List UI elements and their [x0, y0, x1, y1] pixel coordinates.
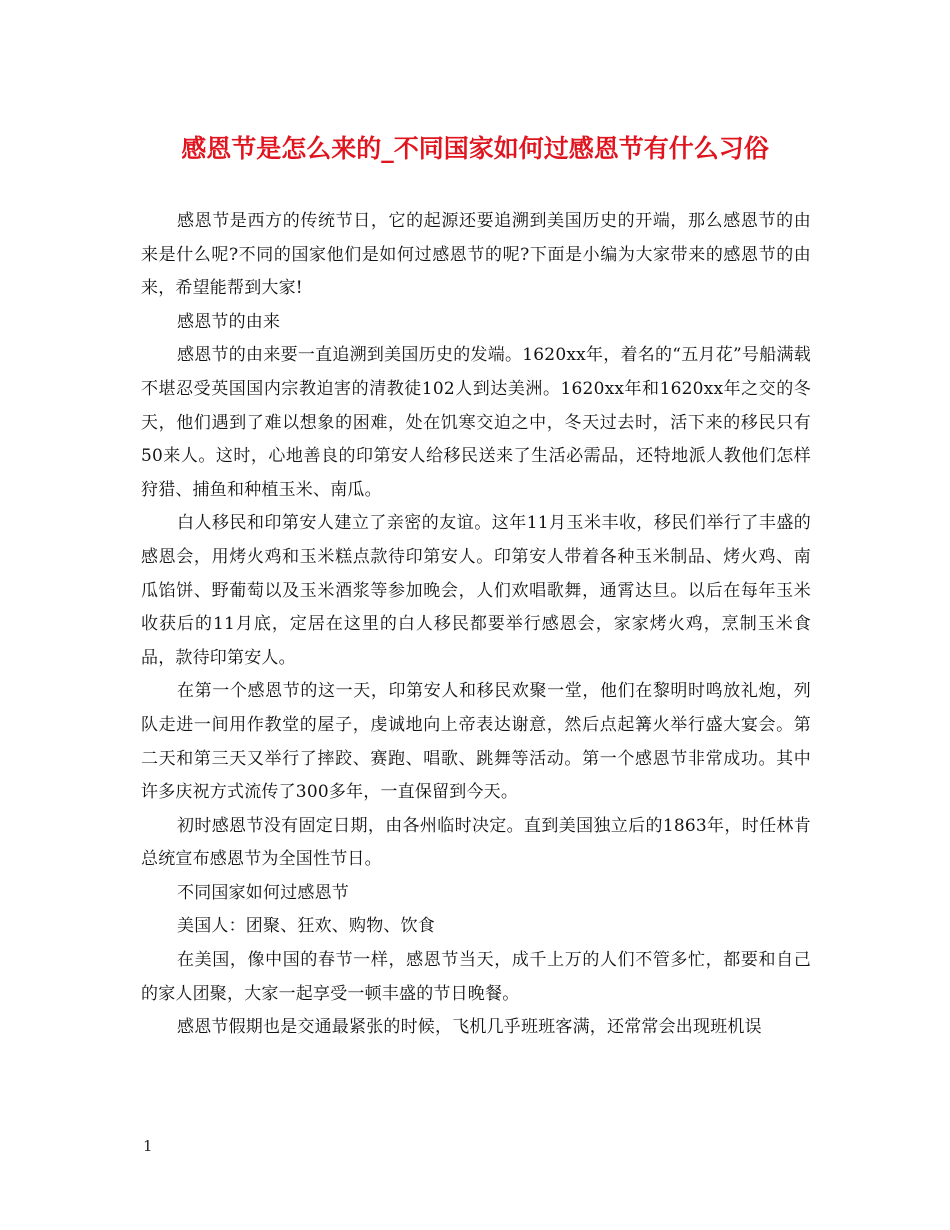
paragraph-origin-history: 感恩节的由来要一直追溯到美国历史的发端。1620xx年，着名的“五月花”号船满载不堪忍受英国国内宗教迫害的清教徒102人到达美洲。1620xx年和1620xx年之交的冬天，他们遇到了难以想象的困难，处在饥寒交迫之中，冬天过去时，活下来的移民只有50来人。这时，心地善良的印第安人给移民送来了生活必需品，还特地派人教他们怎样狩猎、捕鱼和种植玉米、南瓜。 [141, 345, 811, 500]
section-heading-origin: 感恩节的由来 [177, 311, 281, 332]
paragraph-first-thanksgiving: 在第一个感恩节的这一天，印第安人和移民欢聚一堂，他们在黎明时鸣放礼炮，列队走进一间用作教堂的屋子，虔诚地向上帝表达谢意，然后点起篝火举行盛大宴会。第二天和第三天又举行了摔跤、赛跑、唱歌、跳舞等活动。第一个感恩节非常成功。其中许多庆祝方式流传了300多年，一直保留到今天。 [141, 681, 811, 803]
paragraph-family-reunion: 在美国，像中国的春节一样，感恩节当天，成千上万的人们不管多忙，都要和自己的家人团聚，大家一起享受一顿丰盛的节日晚餐。 [141, 950, 811, 1004]
paragraph-intro: 感恩节是西方的传统节日，它的起源还要追溯到美国历史的开端，那么感恩节的由来是什么呢?不同的国家他们是如何过感恩节的呢?下面是小编为大家带来的感恩节的由来，希望能帮到大家! [141, 211, 811, 299]
subheading-americans: 美国人：团聚、狂欢、购物、饮食 [177, 916, 435, 937]
paragraph-national-holiday: 初时感恩节没有固定日期，由各州临时决定。直到美国独立后的1863年，时任林肯总统宣布感恩节为全国性节日。 [141, 815, 811, 870]
page-number: 1 [143, 1137, 153, 1155]
document-body [141, 205, 811, 1045]
section-heading-countries: 不同国家如何过感恩节 [177, 882, 349, 903]
paragraph-friendship: 白人移民和印第安人建立了亲密的友谊。这年11月玉米丰收，移民们举行了丰盛的感恩会，用烤火鸡和玉米糕点款待印第安人。印第安人带着各种玉米制品、烤火鸡、南瓜馅饼、野葡萄以及玉米酒浆等参加晚会，人们欢唱歌舞，通霄达旦。以后在每年玉米收获后的11月底，定居在这里的白人移民都要举行感恩会，家家烤火鸡，烹制玉米食品，款待印第安人。 [141, 513, 811, 668]
document-title: 感恩节是怎么来的_不同国家如何过感恩节有什么习俗 [181, 134, 769, 163]
paragraph-traffic: 感恩节假期也是交通最紧张的时候，飞机几乎班班客满，还常常会出现班机误 [177, 1017, 762, 1038]
